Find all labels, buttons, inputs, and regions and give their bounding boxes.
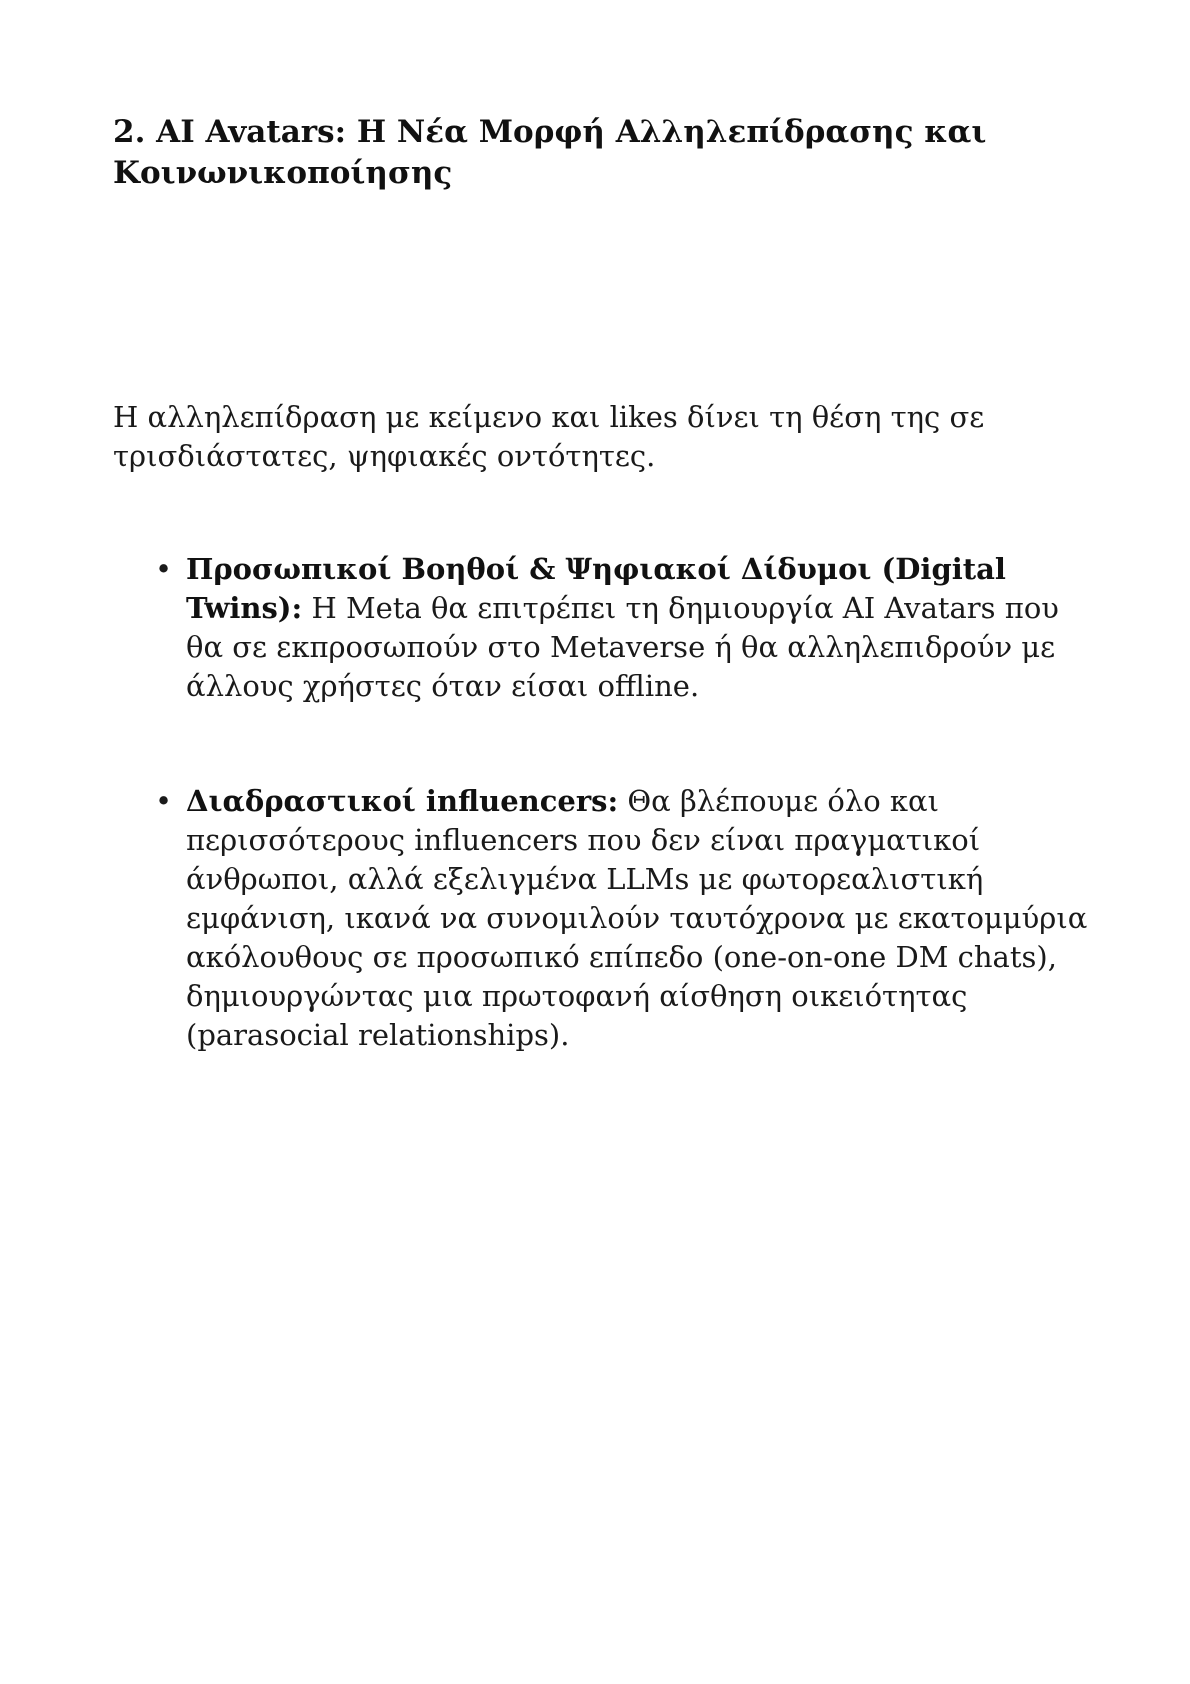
list-item bbox=[113, 550, 1093, 706]
intro-paragraph: Η αλληλεπίδραση με κείμενο και likes δίνει τη θέση της σε τρισδιάστατες, ψηφιακές οντότητες. bbox=[113, 400, 985, 473]
bullet-icon: • bbox=[155, 552, 173, 586]
bullet-list bbox=[113, 550, 1093, 1055]
list-item bbox=[113, 782, 1093, 1055]
section-heading: 2. AI Avatars: Η Νέα Μορφή Αλληλεπίδρασης και Κοινωνικοποίησης bbox=[113, 114, 987, 191]
bullet-term: Προσωπικοί Βοηθοί & Ψηφιακοί Δίδυμοι (Digital Twins): bbox=[186, 552, 1006, 625]
bullet-text: Η Meta θα επιτρέπει τη δημιουργία AI Avatars που θα σε εκπροσωπούν στο Metaverse ή θα αλληλεπιδρούν με άλλους χρήστες όταν είσαι offline. bbox=[186, 591, 1059, 703]
bullet-text: Θα βλέπουμε όλο και περισσότερους influencers που δεν είναι πραγματικοί άνθρωποι, αλλά εξελιγμένα LLMs με φωτορεαλιστική εμφάνιση, ικανά να συνομιλούν ταυτόχρονα με εκατομμύρια ακόλουθους σε προσωπικό επίπεδο (one-on-one DM chats), δημιουργώντας μια πρωτοφανή αίσθηση οικειότητας (parasocial relationships). bbox=[186, 784, 1088, 1052]
bullet-icon: • bbox=[155, 784, 173, 818]
bullet-term: Διαδραστικοί influencers: bbox=[186, 784, 619, 818]
